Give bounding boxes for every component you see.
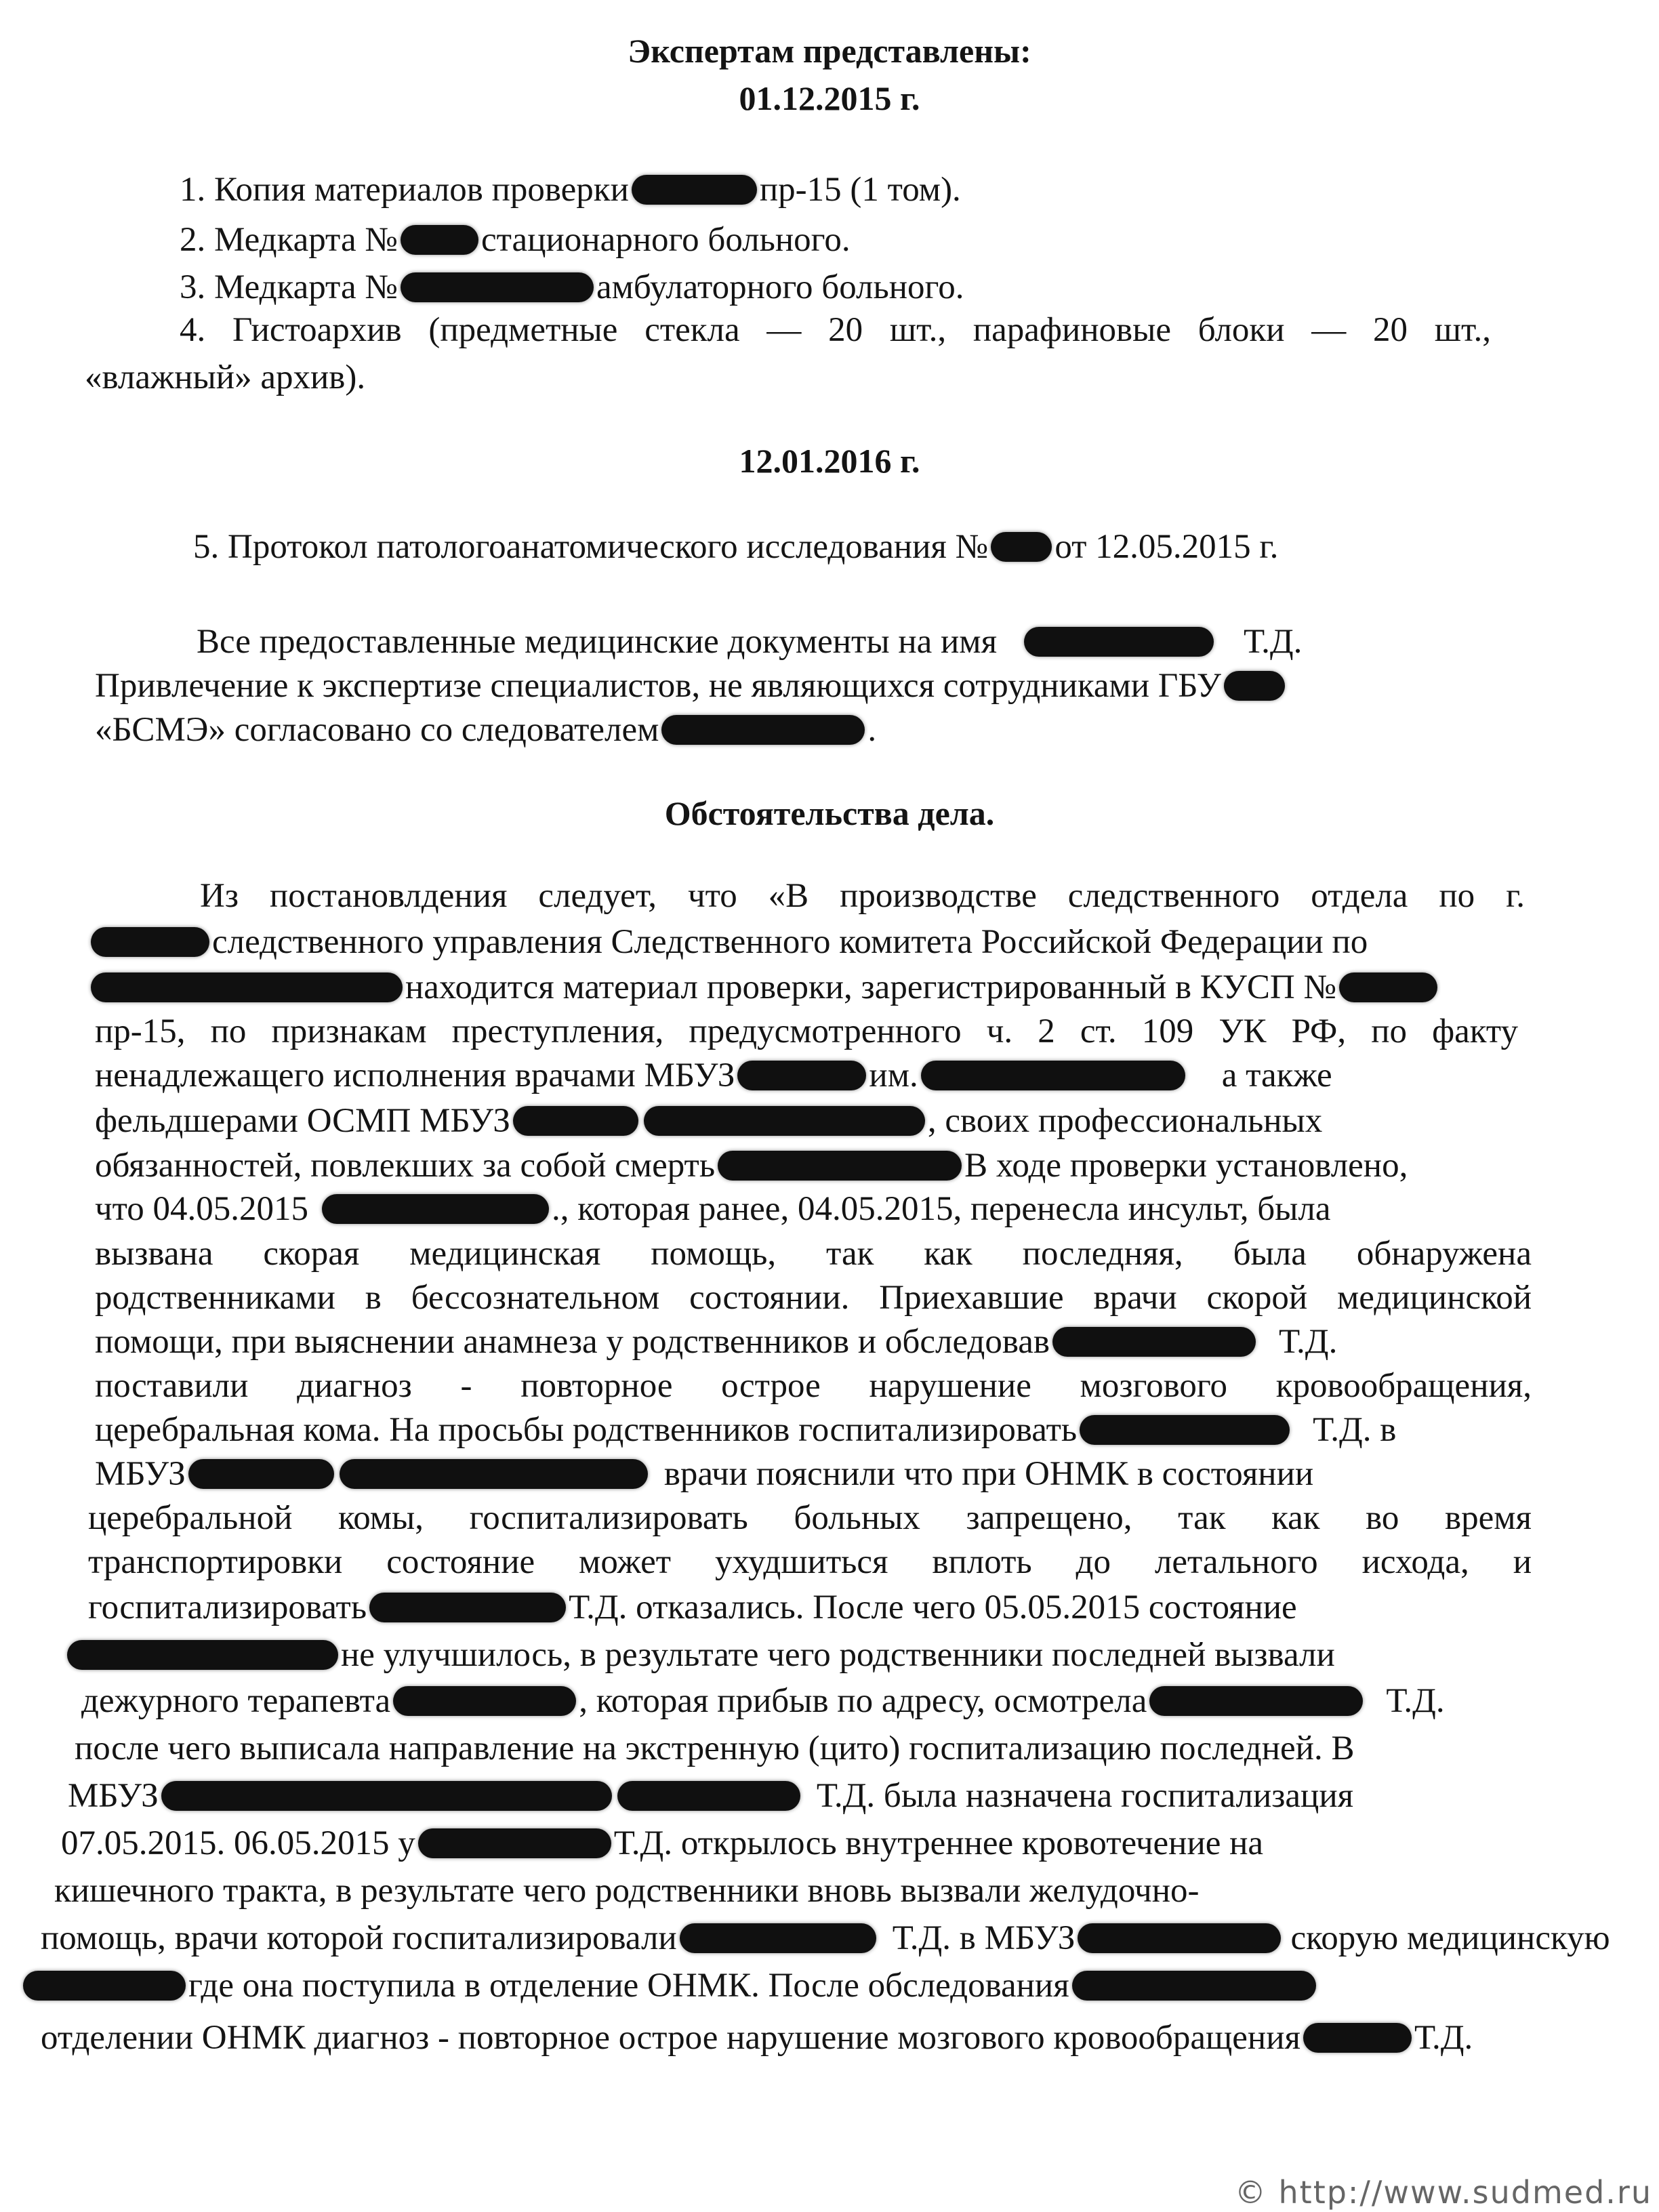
redaction-box (401, 225, 478, 255)
list-item-4-cont: «влажный» архив). (85, 359, 366, 396)
redaction-box (23, 1971, 186, 2001)
redaction-box (322, 1194, 549, 1224)
body-line-14: МБУЗ врачи пояснили что при ОНМК в состоянии (95, 1455, 1314, 1493)
body-line-19: дежурного терапевта , которая прибыв по адресу, осмотрела Т.Д. (81, 1682, 1445, 1720)
redaction-box (1024, 627, 1214, 657)
redaction-box (418, 1828, 611, 1858)
redaction-box (921, 1061, 1185, 1090)
date-heading-1: 01.12.2015 г. (739, 79, 920, 117)
note-line-2: Привлечение к экспертизе специалистов, не являющихся сотрудниками ГБУ (95, 664, 1288, 708)
body-line-3: находится материал проверки, зарегистрированный в КУСП № (88, 966, 1440, 1009)
redaction-box (1339, 972, 1437, 1002)
list-item-4: 4. Гистоархив (предметные стекла — 20 шт., парафиновые блоки — 20 шт., (180, 311, 1491, 349)
body-line-10: родственниками в бессознательном состоянии. Приехавшие врачи скорой медицинской (95, 1279, 1532, 1317)
redaction-box (340, 1459, 648, 1489)
body-line-1: Из постановлдения следует, что «В производстве следственного отдела по г. (200, 877, 1525, 915)
section-heading: Обстоятельства дела. (664, 794, 995, 832)
body-line-22: 07.05.2015. 06.05.2015 у Т.Д. открылось внутреннее кровотечение на (61, 1824, 1264, 1862)
body-line-25: где она поступила в отделение ОНМК. После обследования (20, 1964, 1319, 2007)
list-item-1: 1. Копия материалов проверки пр-15 (1 том). (180, 171, 961, 209)
body-line-23: кишечного тракта, в результате чего родственники вновь вызвали желудочно- (54, 1872, 1200, 1910)
redaction-box (393, 1686, 576, 1716)
list-item-3: 3. Медкарта № амбулаторного больного. (180, 268, 964, 306)
body-line-9: вызвана скорая медицинская помощь, так как последняя, была обнаружена (95, 1235, 1532, 1273)
body-line-13: церебральная кома. На просьбы родственников госпитализировать Т.Д. в (95, 1411, 1397, 1449)
body-line-18: не улучшилось, в результате чего родственники последней вызвали (64, 1633, 1335, 1677)
body-line-26: отделении ОНМК диагноз - повторное острое нарушение мозгового кровообращения Т.Д. (41, 2019, 1473, 2057)
redaction-box (91, 927, 209, 957)
watermark: © http://www.sudmed.ru (1234, 2174, 1652, 2211)
date-heading-2: 12.01.2016 г. (739, 442, 920, 480)
body-line-5: ненадлежащего исполнения врачами МБУЗ им. а также (95, 1057, 1332, 1094)
redaction-box (513, 1106, 638, 1136)
redaction-box (617, 1781, 800, 1811)
redaction-box (1303, 2023, 1412, 2053)
redaction-box (401, 272, 594, 302)
redaction-box (67, 1640, 338, 1670)
redaction-box (632, 175, 757, 205)
body-line-20: после чего выписала направление на экстренную (цито) госпитализацию последней. В (75, 1729, 1355, 1767)
redaction-box (91, 972, 403, 1002)
redaction-box (644, 1106, 925, 1136)
list-item-5: 5. Протокол патологоанатомического исследования № от 12.05.2015 г. (193, 528, 1279, 566)
redaction-box (1078, 1923, 1281, 1953)
body-line-12: поставили диагноз - повторное острое нарушение мозгового кровообращения, (95, 1367, 1532, 1405)
body-line-7: обязанностей, повлекших за собой смерть В ходе проверки установлено, (95, 1147, 1408, 1185)
body-line-17: госпитализировать Т.Д. отказались. После чего 05.05.2015 состояние (88, 1589, 1297, 1626)
doc-title: Экспертам представлены: (628, 32, 1031, 70)
body-line-8: что 04.05.2015 ., которая ранее, 04.05.2015, перенесла инсульт, была (95, 1190, 1331, 1228)
redaction-box (737, 1061, 866, 1090)
redaction-box (1224, 671, 1285, 701)
redaction-box (680, 1923, 876, 1953)
note-line-3: «БСМЭ» согласовано со следователем . (95, 711, 877, 749)
body-line-24: помощь, врачи которой госпитализировали Т.Д. в МБУЗ скорую медицинскую (41, 1919, 1610, 1957)
redaction-box (369, 1593, 566, 1622)
redaction-box (188, 1459, 334, 1489)
redaction-box (991, 532, 1052, 562)
note-line-1: Все предоставленные медицинские документы на имя Т.Д. (197, 623, 1303, 661)
redaction-box (718, 1151, 962, 1181)
body-line-21: МБУЗ Т.Д. была назначена госпитализация (68, 1777, 1354, 1815)
redaction-box (661, 715, 865, 745)
body-line-6: фельдшерами ОСМП МБУЗ , своих профессиональных (95, 1102, 1323, 1140)
redaction-box (1149, 1686, 1363, 1716)
body-line-4: пр-15, по признакам преступления, предусмотренного ч. 2 ст. 109 УК РФ, по факту (95, 1012, 1518, 1050)
body-line-2: следственного управления Следственного комитета Российской Федерации по (88, 920, 1368, 964)
redaction-box (1072, 1971, 1316, 2001)
body-line-16: транспортировки состояние может ухудшиться вплоть до летального исхода, и (88, 1543, 1532, 1581)
body-line-15: церебральной комы, госпитализировать больных запрещено, так как во время (88, 1499, 1532, 1537)
redaction-box (1052, 1327, 1256, 1357)
redaction-box (1080, 1415, 1290, 1445)
redaction-box (161, 1781, 612, 1811)
list-item-2: 2. Медкарта № стационарного больного. (180, 221, 851, 259)
body-line-11: помощи, при выяснении анамнеза у родственников и обследовав Т.Д. (95, 1323, 1338, 1361)
